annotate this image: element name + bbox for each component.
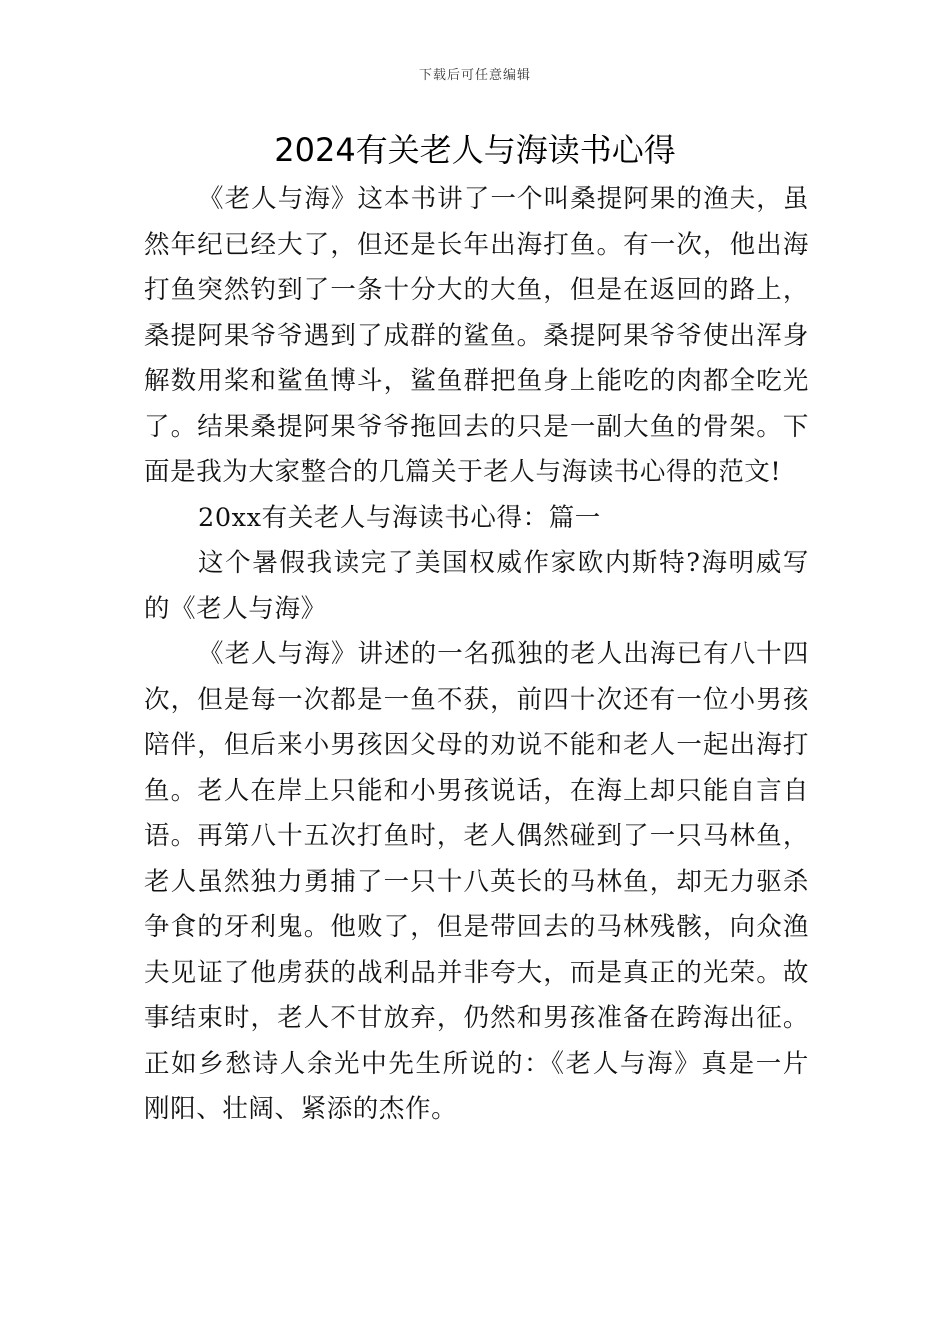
body-paragraph: 这个暑假我读完了美国权威作家欧内斯特?海明威写的《老人与海》 xyxy=(144,548,809,624)
intro-paragraph: 《老人与海》这本书讲了一个叫桑提阿果的渔夫，虽然年纪已经大了，但还是长年出海打鱼。有一次，他出海打鱼突然钓到了一条十分大的大鱼，但是在返回的路上，桑提阿果爷爷遇到了成群的鲨鱼。桑提阿果爷爷使出浑身解数用桨和鲨鱼博斗，鲨鱼群把鱼身上能吃的肉都全吃光了。结果桑提阿果爷爷拖回去的只是一副大鱼的骨架。下面是我为大家整合的几篇关于老人与海读书心得的范文! xyxy=(144,184,809,487)
section-heading: 20xx有关老人与海读书心得：篇一 xyxy=(198,502,601,533)
document-body xyxy=(144,177,809,1133)
body-paragraph: 《老人与海》讲述的一名孤独的老人出海已有八十四次，但是每一次都是一鱼不获，前四十次还有一位小男孩陪伴，但后来小男孩因父母的劝说不能和老人一起出海打鱼。老人在岸上只能和小男孩说话，在海上却只能自言自语。再第八十五次打鱼时，老人偶然碰到了一只马林鱼，老人虽然独力勇捕了一只十八英长的马林鱼，却无力驱杀争食的牙利鬼。他败了，但是带回去的马林残骸，向众渔夫见证了他虏获的战利品并非夸大，而是真正的光荣。故事结束时，老人不甘放弃，仍然和男孩准备在跨海出征。正如乡愁诗人余光中先生所说的：《老人与海》真是一片刚阳、壮阔、紧添的杰作。 xyxy=(144,639,809,1124)
document-title: 2024有关老人与海读书心得 xyxy=(274,131,676,169)
header-note: 下载后可任意编辑 xyxy=(418,68,531,83)
